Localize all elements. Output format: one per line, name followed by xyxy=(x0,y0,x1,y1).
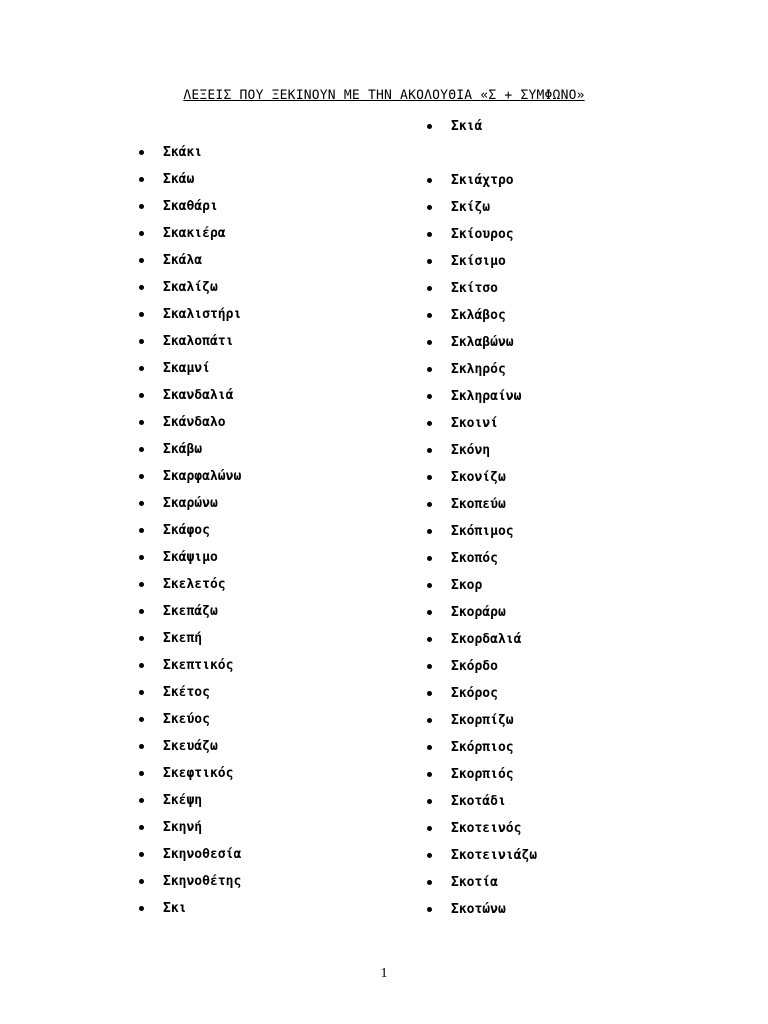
list-item xyxy=(427,815,537,842)
bullet-icon xyxy=(427,529,432,534)
bullet-icon xyxy=(427,421,432,426)
bullet-icon xyxy=(427,583,432,588)
word-text: Σκηνή xyxy=(163,820,203,835)
list-item xyxy=(139,193,241,220)
bullet-icon xyxy=(427,853,432,858)
list-item xyxy=(139,895,241,922)
bullet-icon xyxy=(139,825,144,830)
bullet-icon xyxy=(427,232,432,237)
bullet-icon xyxy=(139,339,144,344)
list-item xyxy=(139,247,241,274)
list-item xyxy=(427,194,537,221)
list-item xyxy=(427,626,537,653)
page-number: 1 xyxy=(380,966,388,981)
bullet-icon xyxy=(139,447,144,452)
word-text: Σκάψιμο xyxy=(163,550,218,565)
list-item xyxy=(427,653,537,680)
word-text: Σκάω xyxy=(163,172,195,187)
word-text: Σκέψη xyxy=(163,793,203,808)
bullet-icon xyxy=(427,718,432,723)
bullet-icon xyxy=(139,177,144,182)
word-text: Σκόνη xyxy=(451,443,491,458)
list-item xyxy=(139,652,241,679)
bullet-icon xyxy=(139,150,144,155)
word-text: Σκοτάδι xyxy=(451,794,506,809)
list-item xyxy=(139,220,241,247)
word-text: Σκαλιστήρι xyxy=(163,307,242,322)
bullet-icon xyxy=(139,582,144,587)
bullet-icon xyxy=(139,501,144,506)
word-text: Σκιά xyxy=(451,119,483,134)
list-item xyxy=(139,436,241,463)
word-text: Σκοτώνω xyxy=(451,902,506,917)
word-text: Σκανδαλιά xyxy=(163,388,234,403)
list-item xyxy=(427,572,537,599)
list-item xyxy=(139,382,241,409)
word-text: Σκόρπιος xyxy=(451,740,514,755)
list-item xyxy=(427,113,537,140)
list-item xyxy=(427,356,537,383)
list-item xyxy=(427,383,537,410)
word-text: Σκλάβος xyxy=(451,308,506,323)
word-text: Σκεφτικός xyxy=(163,766,234,781)
word-text: Σκορδαλιά xyxy=(451,632,522,647)
bullet-icon xyxy=(427,286,432,291)
bullet-icon xyxy=(139,879,144,884)
list-item xyxy=(139,166,241,193)
list-item xyxy=(139,571,241,598)
list-item xyxy=(139,814,241,841)
bullet-icon xyxy=(139,636,144,641)
word-text: Σκεπή xyxy=(163,631,203,646)
bullet-icon xyxy=(427,313,432,318)
list-item xyxy=(427,248,537,275)
list-item xyxy=(427,464,537,491)
bullet-icon xyxy=(427,637,432,642)
word-text: Σκληραίνω xyxy=(451,389,522,404)
list-item xyxy=(139,328,241,355)
bullet-icon xyxy=(139,258,144,263)
word-text: Σκαλοπάτι xyxy=(163,334,234,349)
bullet-icon xyxy=(139,771,144,776)
list-item xyxy=(139,544,241,571)
word-text: Σκόρος xyxy=(451,686,498,701)
bullet-icon xyxy=(139,609,144,614)
list-item xyxy=(427,167,537,194)
bullet-icon xyxy=(139,690,144,695)
list-item xyxy=(427,437,537,464)
list-item xyxy=(139,274,241,301)
bullet-icon xyxy=(139,204,144,209)
bullet-icon xyxy=(427,367,432,372)
bullet-icon xyxy=(139,231,144,236)
word-text: Σκελετός xyxy=(163,577,226,592)
bullet-icon xyxy=(427,799,432,804)
word-text: Σκεπάζω xyxy=(163,604,218,619)
list-item xyxy=(139,760,241,787)
list-item xyxy=(139,463,241,490)
word-text: Σκοτία xyxy=(451,875,498,890)
list-item xyxy=(139,841,241,868)
word-text: Σκόρδο xyxy=(451,659,498,674)
word-list-right xyxy=(427,113,537,923)
word-text: Σκαμνί xyxy=(163,361,210,376)
bullet-icon xyxy=(427,124,432,129)
list-item xyxy=(427,788,537,815)
word-text: Σκάκι xyxy=(163,145,203,160)
bullet-icon xyxy=(139,906,144,911)
word-text: Σκιάχτρο xyxy=(451,173,514,188)
bullet-icon xyxy=(427,664,432,669)
bullet-icon xyxy=(427,475,432,480)
word-text: Σκορπιός xyxy=(451,767,514,782)
word-text: Σκεύος xyxy=(163,712,210,727)
list-item xyxy=(427,599,537,626)
bullet-icon xyxy=(427,691,432,696)
word-text: Σκοτεινός xyxy=(451,821,522,836)
bullet-icon xyxy=(139,555,144,560)
bullet-icon xyxy=(139,528,144,533)
word-list-left xyxy=(139,139,241,922)
list-item xyxy=(427,896,537,923)
bullet-icon xyxy=(139,717,144,722)
list-item xyxy=(427,410,537,437)
word-text: Σκοτεινιάζω xyxy=(451,848,538,863)
bullet-icon xyxy=(139,744,144,749)
list-item xyxy=(427,221,537,248)
bullet-icon xyxy=(427,556,432,561)
list-item xyxy=(139,868,241,895)
list-item xyxy=(427,329,537,356)
bullet-icon xyxy=(139,285,144,290)
word-text: Σκλαβώνω xyxy=(451,335,514,350)
bullet-icon xyxy=(427,772,432,777)
word-text: Σκάλα xyxy=(163,253,203,268)
bullet-icon xyxy=(139,798,144,803)
list-item xyxy=(139,301,241,328)
word-text: Σκορπίζω xyxy=(451,713,514,728)
bullet-icon xyxy=(427,205,432,210)
bullet-icon xyxy=(139,852,144,857)
list-item xyxy=(139,787,241,814)
list-item xyxy=(139,733,241,760)
word-text: Σκαρώνω xyxy=(163,496,218,511)
list-item xyxy=(139,409,241,436)
word-text: Σκληρός xyxy=(451,362,506,377)
bullet-icon xyxy=(427,745,432,750)
word-text: Σκέτος xyxy=(163,685,210,700)
list-item xyxy=(139,706,241,733)
list-item xyxy=(427,842,537,869)
list-item xyxy=(139,598,241,625)
bullet-icon xyxy=(427,448,432,453)
list-item xyxy=(427,680,537,707)
word-text: Σκαθάρι xyxy=(163,199,218,214)
bullet-icon xyxy=(139,663,144,668)
list-item xyxy=(139,517,241,544)
word-text: Σκοπός xyxy=(451,551,498,566)
bullet-icon xyxy=(427,178,432,183)
word-text: Σκηνοθεσία xyxy=(163,847,242,862)
word-text: Σκι xyxy=(163,901,187,916)
word-text: Σκορ xyxy=(451,578,483,593)
word-text: Σκίουρος xyxy=(451,227,514,242)
list-item xyxy=(139,355,241,382)
bullet-icon xyxy=(427,880,432,885)
list-item xyxy=(427,491,537,518)
word-text: Σκίτσο xyxy=(451,281,498,296)
bullet-icon xyxy=(139,420,144,425)
bullet-icon xyxy=(139,393,144,398)
list-item xyxy=(427,761,537,788)
word-text: Σκάφος xyxy=(163,523,210,538)
word-text: Σκάβω xyxy=(163,442,203,457)
word-text: Σκακιέρα xyxy=(163,226,226,241)
list-item xyxy=(427,869,537,896)
bullet-icon xyxy=(139,474,144,479)
list-item xyxy=(139,490,241,517)
word-text: Σκίζω xyxy=(451,200,491,215)
word-text: Σκηνοθέτης xyxy=(163,874,242,889)
list-item xyxy=(427,707,537,734)
list-item xyxy=(139,139,241,166)
bullet-icon xyxy=(139,366,144,371)
word-text: Σκοράρω xyxy=(451,605,506,620)
bullet-icon xyxy=(427,259,432,264)
word-text: Σκάνδαλο xyxy=(163,415,226,430)
word-text: Σκαρφαλώνω xyxy=(163,469,242,484)
word-text: Σκίσιμο xyxy=(451,254,506,269)
word-text: Σκόπιμος xyxy=(451,524,514,539)
list-item xyxy=(427,545,537,572)
bullet-icon xyxy=(427,502,432,507)
list-item xyxy=(427,734,537,761)
bullet-icon xyxy=(427,826,432,831)
bullet-icon xyxy=(427,907,432,912)
bullet-icon xyxy=(139,312,144,317)
bullet-icon xyxy=(427,394,432,399)
page-title: ΛΕΞΕΙΣ ΠΟΥ ΞΕΚΙΝΟΥΝ ΜΕ ΤΗΝ ΑΚΟΛΟΥΘΙΑ «Σ + ΣΥΜΦΩΝΟ» xyxy=(183,88,585,103)
word-text: Σκαλίζω xyxy=(163,280,218,295)
bullet-icon xyxy=(427,340,432,345)
list-item xyxy=(139,625,241,652)
word-text: Σκονίζω xyxy=(451,470,506,485)
list-item xyxy=(139,679,241,706)
word-text: Σκεπτικός xyxy=(163,658,234,673)
list-item xyxy=(427,275,537,302)
word-text: Σκοινί xyxy=(451,416,498,431)
word-text: Σκευάζω xyxy=(163,739,218,754)
list-item xyxy=(427,518,537,545)
list-item xyxy=(427,302,537,329)
bullet-icon xyxy=(427,610,432,615)
word-text: Σκοπεύω xyxy=(451,497,506,512)
